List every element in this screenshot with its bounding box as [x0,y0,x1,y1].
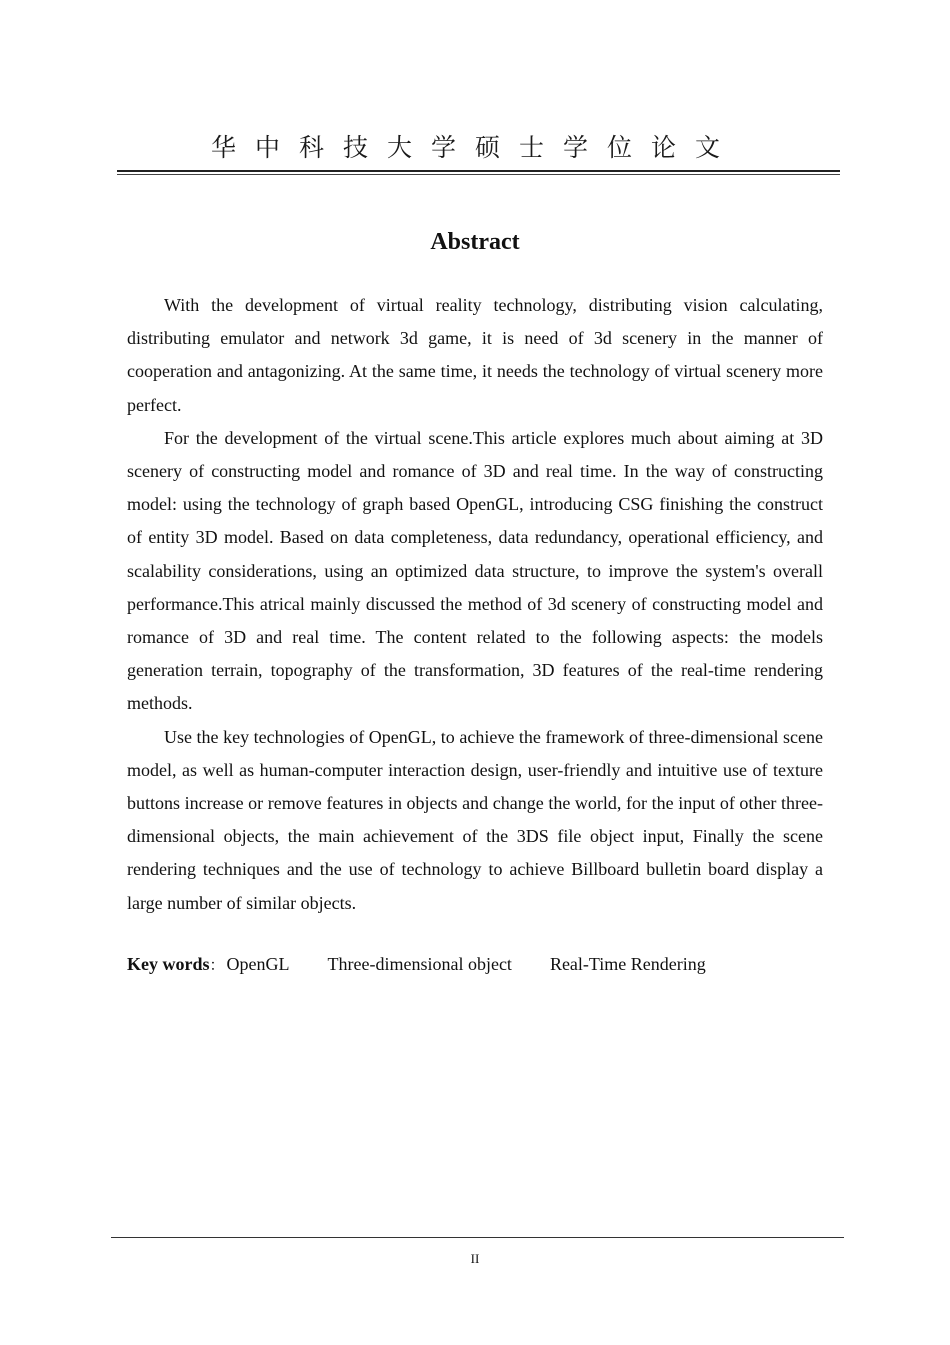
header-divider-thin [117,174,840,175]
abstract-heading: Abstract [430,229,520,255]
footer-divider [111,1237,844,1238]
abstract-body [127,289,823,920]
keywords-label: Key words [127,954,210,974]
header-divider-thick [117,170,840,172]
abstract-paragraph-2: For the development of the virtual scene.This article explores much about aiming at 3D scenery of constructing model and romance of 3D and real time. In the way of constructing model: using the technology of graph based OpenGL, introducing CSG finishing the construct of entity 3D model. Based on data completeness, data redundancy, operational efficiency, and scalability considerations, using an optimized data structure, to improve the system's overall performance.This atrical mainly discussed the method of 3d scenery of constructing model and romance of 3D and real time. The content related to the following aspects: the models generation terrain, topography of the transformation, 3D features of the real-time rendering methods. [127,427,823,714]
abstract-paragraph-3: Use the key technologies of OpenGL, to achieve the framework of three-dimensional scene model, as well as human-computer interaction design, user-friendly and intuitive use of texture buttons increase or remove features in objects and change the world, for the input of other three-dimensional objects, the main achievement of the 3DS file object input, Finally the scene rendering techniques and the use of technology to achieve Billboard bulletin board display a large number of similar objects. [127,726,823,913]
keyword-item: OpenGL [226,954,290,974]
keyword-item: Three-dimensional object [327,954,512,974]
keywords-separator: ： [209,956,225,974]
running-header-title: 华中科技大学硕士学位论文 [210,133,739,162]
page-number: II [470,1251,480,1266]
keywords-line [127,948,823,982]
keyword-item: Real-Time Rendering [549,954,706,974]
abstract-paragraph-1: With the development of virtual reality technology, distributing vision calculating, distributing emulator and network 3d game, it is need of 3d scenery in the manner of cooperation and antagonizing. At the same time, it needs the technology of virtual scenery more perfect. [127,295,823,415]
